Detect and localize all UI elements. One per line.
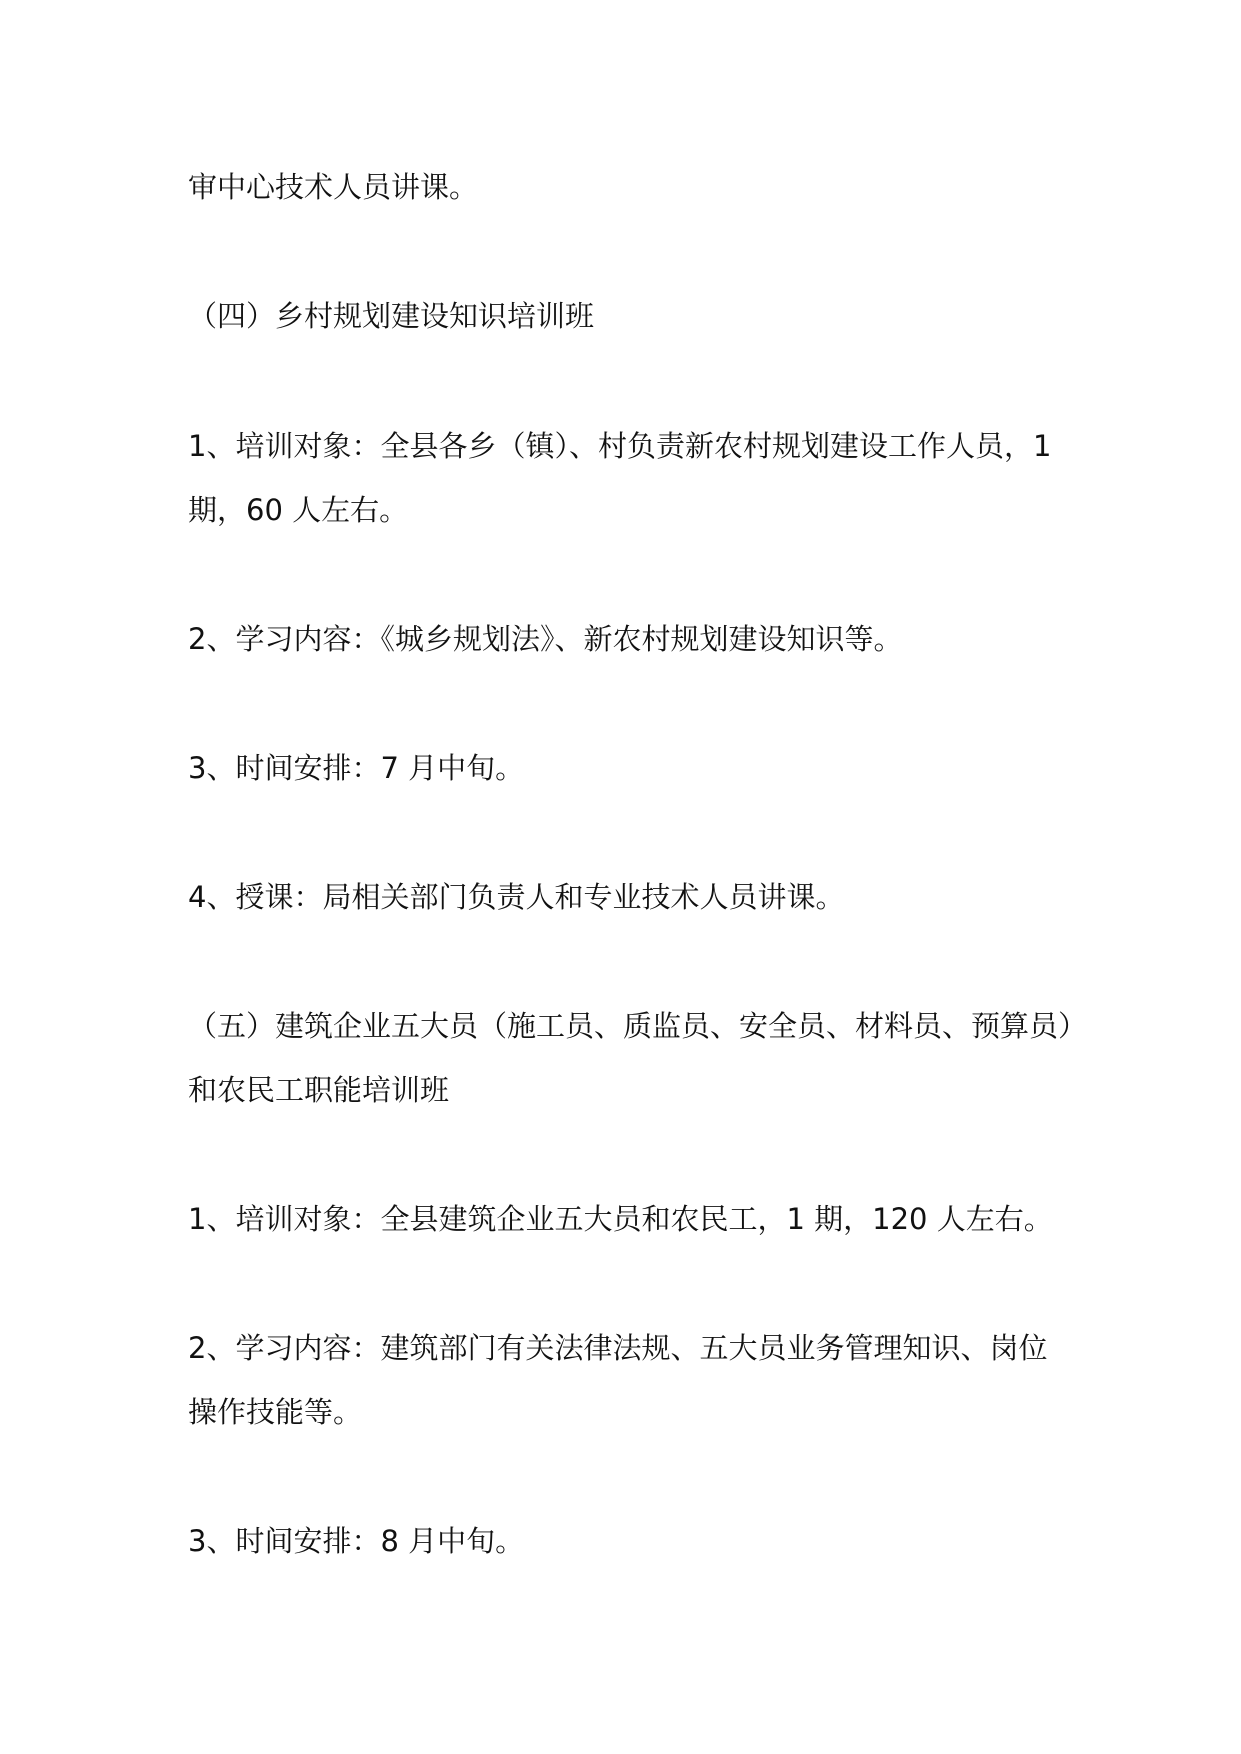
paragraph-line: 3、时间安排：7 月中旬。 [188,751,525,785]
paragraph-line: 期，60 人左右。 [188,493,409,527]
paragraph-line: 1、培训对象：全县建筑企业五大员和农民工，1 期，120 人左右。 [188,1202,1053,1236]
paragraph-line: 2、学习内容：建筑部门有关法律法规、五大员业务管理知识、岗位 [188,1331,1048,1365]
paragraph-line: 3、时间安排：8 月中旬。 [188,1524,525,1558]
section-heading-4: （四）乡村规划建设知识培训班 [188,299,595,333]
paragraph-line: 2、学习内容：《城乡规划法》、新农村规划建设知识等。 [188,622,903,656]
paragraph-line: 4、授课：局相关部门负责人和专业技术人员讲课。 [188,880,845,914]
section-heading-5-cont: 和农民工职能培训班 [188,1073,450,1107]
paragraph-line: 1、培训对象：全县各乡（镇）、村负责新农村规划建设工作人员，1 [188,429,1052,463]
paragraph-line: 审中心技术人员讲课。 [188,170,479,204]
paragraph-line: 操作技能等。 [188,1395,363,1429]
section-heading-5: （五）建筑企业五大员（施工员、质监员、安全员、材料员、预算员） [188,1009,1088,1043]
